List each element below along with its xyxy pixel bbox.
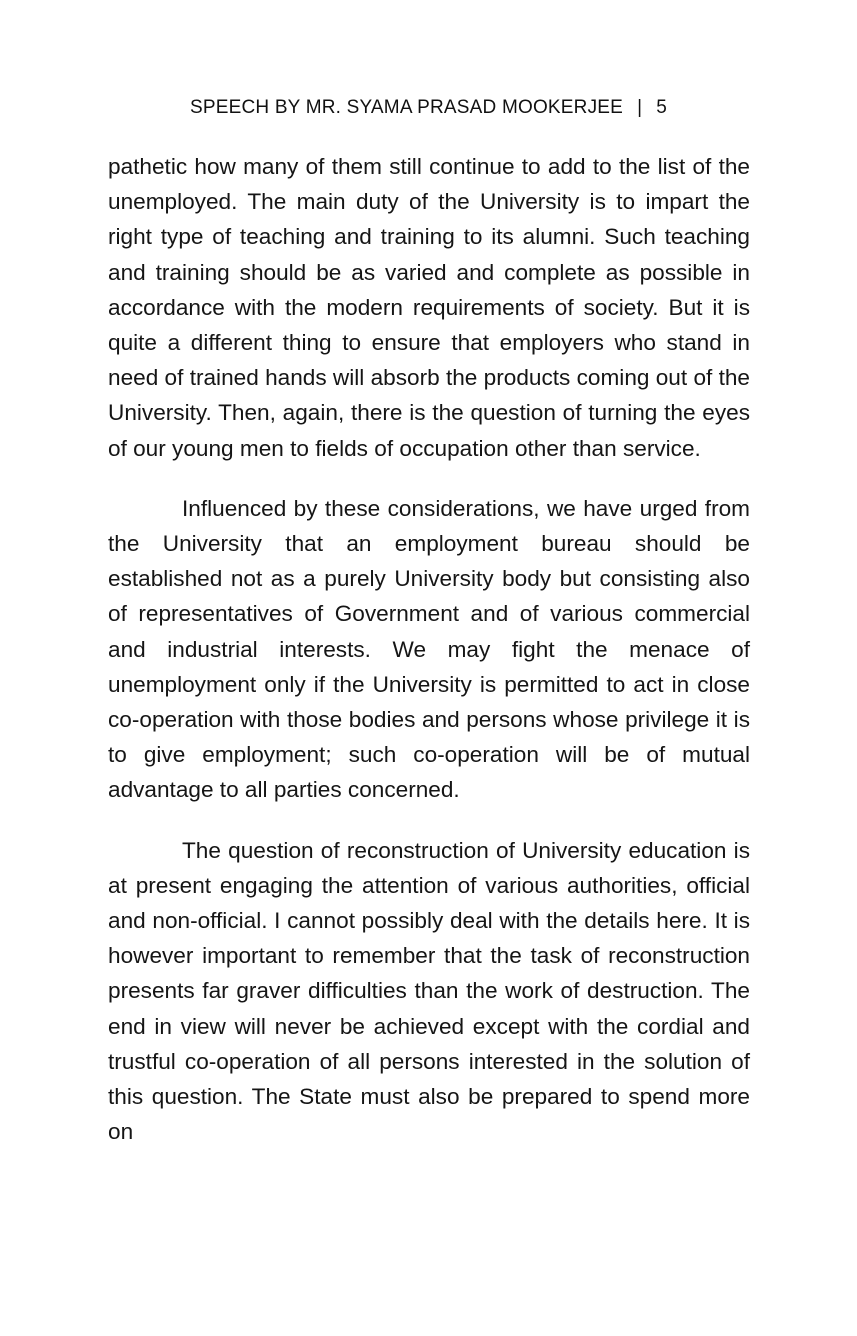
body-text [108, 149, 750, 1174]
header-title: SPEECH BY MR. SYAMA PRASAD MOOKERJEE [190, 97, 624, 118]
header-separator: | [637, 97, 643, 118]
paragraph-2: Influenced by these considerations, we have urged from the University that an employment bureau should be established not as a purely University body but consisting also of representatives of Government and of various commercial and industrial interests. We may fight the menace of unemployment only if the University is permitted to act in close co-operation with those bodies and persons whose privilege it is to give employment; such co-operation will be of mutual advantage to all parties concerned. [108, 495, 750, 803]
running-header [0, 97, 857, 119]
paragraph-3: The question of reconstruction of University education is at present engaging the attention of various authorities, official and non-official. I cannot possibly deal with the details here. It is however important to remember that the task of reconstruction presents far graver difficulties than the work of destruction. The end in view will never be achieved except with the cordial and trustful co-operation of all persons interested in the solution of this question. The State must also be prepared to spend more on [108, 837, 750, 1145]
page-number: 5 [656, 97, 667, 118]
paragraph-1: pathetic how many of them still continue to add to the list of the unemployed. The main duty of the University is to impart the right type of teaching and training to its alumni. Such teaching and training should be as varied and complete as possible in accordance with the modern requirements of society. But it is quite a different thing to ensure that employers who stand in need of trained hands will absorb the products coming out of the University. Then, again, there is the question of turning the eyes of our young men to fields of occupation other than service. [108, 154, 750, 461]
